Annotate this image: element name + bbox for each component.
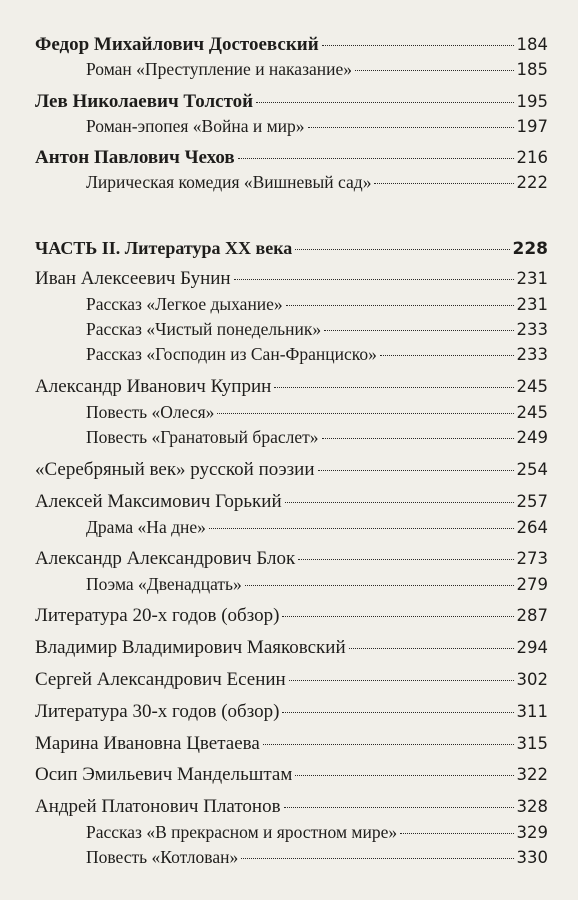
toc-entry-gentleman-from-sf <box>86 344 548 365</box>
toc-entry-light-breathing <box>86 294 548 315</box>
toc-entry-platonov <box>35 796 548 818</box>
toc-page-number: 311 <box>516 702 548 721</box>
toc-page-number: 216 <box>516 148 548 167</box>
toc-entry-gorky <box>35 491 548 513</box>
toc-entry-label: Драма «На дне» <box>86 517 206 537</box>
toc-page-number: 195 <box>516 92 548 111</box>
toc-entry-label: Лев Николаевич Толстой <box>35 91 254 112</box>
dot-leader <box>217 413 513 414</box>
dot-leader <box>282 712 513 713</box>
toc-entry-label: Рассказ «Легкое дыхание» <box>86 294 283 314</box>
toc-entry-kuprin <box>35 376 548 398</box>
toc-entry-label: Антон Павлович Чехов <box>35 147 235 168</box>
toc-page-number: 287 <box>516 606 548 625</box>
toc-entry-lower-depths <box>86 517 548 538</box>
dot-leader <box>324 330 513 331</box>
dot-leader <box>285 502 514 503</box>
toc-entry-silver-age <box>35 459 548 481</box>
dot-leader <box>282 616 513 617</box>
dot-leader <box>322 438 514 439</box>
toc-entry-label: Повесть «Котлован» <box>86 847 239 867</box>
toc-page-number: 245 <box>516 403 548 422</box>
dot-leader <box>349 648 514 649</box>
toc-entry-label: Федор Михайлович Достоевский <box>35 34 319 55</box>
toc-entry-blok <box>35 548 548 570</box>
toc-page-number: 329 <box>516 823 548 842</box>
dot-leader <box>209 528 514 529</box>
toc-entry-mandelstam <box>35 764 548 786</box>
toc-entry-lit-20s <box>35 605 548 627</box>
toc-page-number: 228 <box>512 239 548 259</box>
toc-page-number: 249 <box>516 428 548 447</box>
dot-leader <box>241 858 513 859</box>
toc-entry-label: Владимир Владимирович Маяковский <box>35 637 346 658</box>
toc-page-number: 330 <box>516 848 548 867</box>
toc-page-number: 184 <box>516 35 548 54</box>
dot-leader <box>295 775 513 776</box>
toc-part-heading <box>35 238 548 259</box>
toc-entry-beautiful-furious-world <box>86 822 548 843</box>
dot-leader <box>286 305 514 306</box>
toc-page-number: 185 <box>516 60 548 79</box>
toc-entry-clean-monday <box>86 319 548 340</box>
toc-entry-tolstoy <box>35 91 548 113</box>
toc-entry-label: «Серебряный век» русской поэзии <box>35 459 315 480</box>
toc-entry-label: Иван Алексеевич Бунин <box>35 268 231 289</box>
toc-entry-label: Литература 20-х годов (обзор) <box>35 605 280 626</box>
toc-page-number: 231 <box>516 269 548 288</box>
toc-entry-label: Марина Ивановна Цветаева <box>35 733 260 754</box>
toc-page-number: 294 <box>516 638 548 657</box>
dot-leader <box>263 744 514 745</box>
toc-entry-label: Повесть «Олеся» <box>86 402 215 422</box>
toc-entry-label: Александр Иванович Куприн <box>35 376 272 397</box>
dot-leader <box>322 45 514 46</box>
toc-page-number: 273 <box>516 549 548 568</box>
toc-page-number: 245 <box>516 377 548 396</box>
toc-entry-label: Роман «Преступление и наказание» <box>86 59 352 79</box>
dot-leader <box>374 183 513 184</box>
toc-entry-foundation-pit <box>86 847 548 868</box>
dot-leader <box>318 470 514 471</box>
toc-page-number: 197 <box>516 117 548 136</box>
toc-entry-bunin <box>35 268 548 290</box>
dot-leader <box>274 387 513 388</box>
dot-leader <box>234 279 514 280</box>
toc-entry-the-twelve <box>86 574 548 595</box>
toc-entry-label: Поэма «Двенадцать» <box>86 574 242 594</box>
toc-entry-cherry-orchard <box>86 172 548 193</box>
dot-leader <box>380 355 514 356</box>
toc-entry-label: Роман-эпопея «Война и мир» <box>86 116 305 136</box>
toc-page-number: 264 <box>516 518 548 537</box>
toc-entry-crime-and-punishment <box>86 59 548 80</box>
dot-leader <box>238 158 514 159</box>
toc-entry-lit-30s <box>35 701 548 723</box>
dot-leader <box>400 833 513 834</box>
toc-page-number: 322 <box>516 765 548 784</box>
toc-entry-war-and-peace <box>86 116 548 137</box>
toc-entry-chekhov <box>35 147 548 169</box>
toc-entry-dostoevsky <box>35 34 548 56</box>
toc-entry-label: Повесть «Гранатовый браслет» <box>86 427 319 447</box>
toc-page-number: 231 <box>516 295 548 314</box>
toc-entry-esenin <box>35 669 548 691</box>
toc-entry-label: Сергей Александрович Есенин <box>35 669 286 690</box>
dot-leader <box>295 249 509 250</box>
toc-page-number: 233 <box>516 320 548 339</box>
dot-leader <box>256 102 513 103</box>
toc-entry-label: Алексей Максимович Горький <box>35 491 282 512</box>
toc-page-number: 222 <box>516 173 548 192</box>
toc-entry-tsvetaeva <box>35 733 548 755</box>
dot-leader <box>298 559 513 560</box>
dot-leader <box>245 585 514 586</box>
toc-page-number: 257 <box>516 492 548 511</box>
toc-entry-label: Рассказ «Чистый понедельник» <box>86 319 322 339</box>
toc-entry-label: Рассказ «Господин из Сан-Франциско» <box>86 344 377 364</box>
dot-leader <box>289 680 514 681</box>
toc-page-number: 328 <box>516 797 548 816</box>
dot-leader <box>284 807 514 808</box>
toc-entry-label: Литература 30-х годов (обзор) <box>35 701 280 722</box>
toc-entry-label: Александр Александрович Блок <box>35 548 296 569</box>
toc-page-number: 315 <box>516 734 548 753</box>
toc-entry-garnet-bracelet <box>86 427 548 448</box>
toc-entry-mayakovsky <box>35 637 548 659</box>
toc-page-number: 254 <box>516 460 548 479</box>
toc-entry-label: Лирическая комедия «Вишневый сад» <box>86 172 372 192</box>
dot-leader <box>355 70 514 71</box>
toc-page-number: 302 <box>516 670 548 689</box>
toc-entry-label: ЧАСТЬ II. Литература XX века <box>35 238 293 258</box>
toc-entry-label: Рассказ «В прекрасном и яростном мире» <box>86 822 398 842</box>
toc-page-number: 233 <box>516 345 548 364</box>
toc-entry-olesya <box>86 402 548 423</box>
toc-entry-label: Андрей Платонович Платонов <box>35 796 281 817</box>
toc-entry-label: Осип Эмильевич Мандельштам <box>35 764 293 785</box>
dot-leader <box>308 127 514 128</box>
toc-page-number: 279 <box>516 575 548 594</box>
